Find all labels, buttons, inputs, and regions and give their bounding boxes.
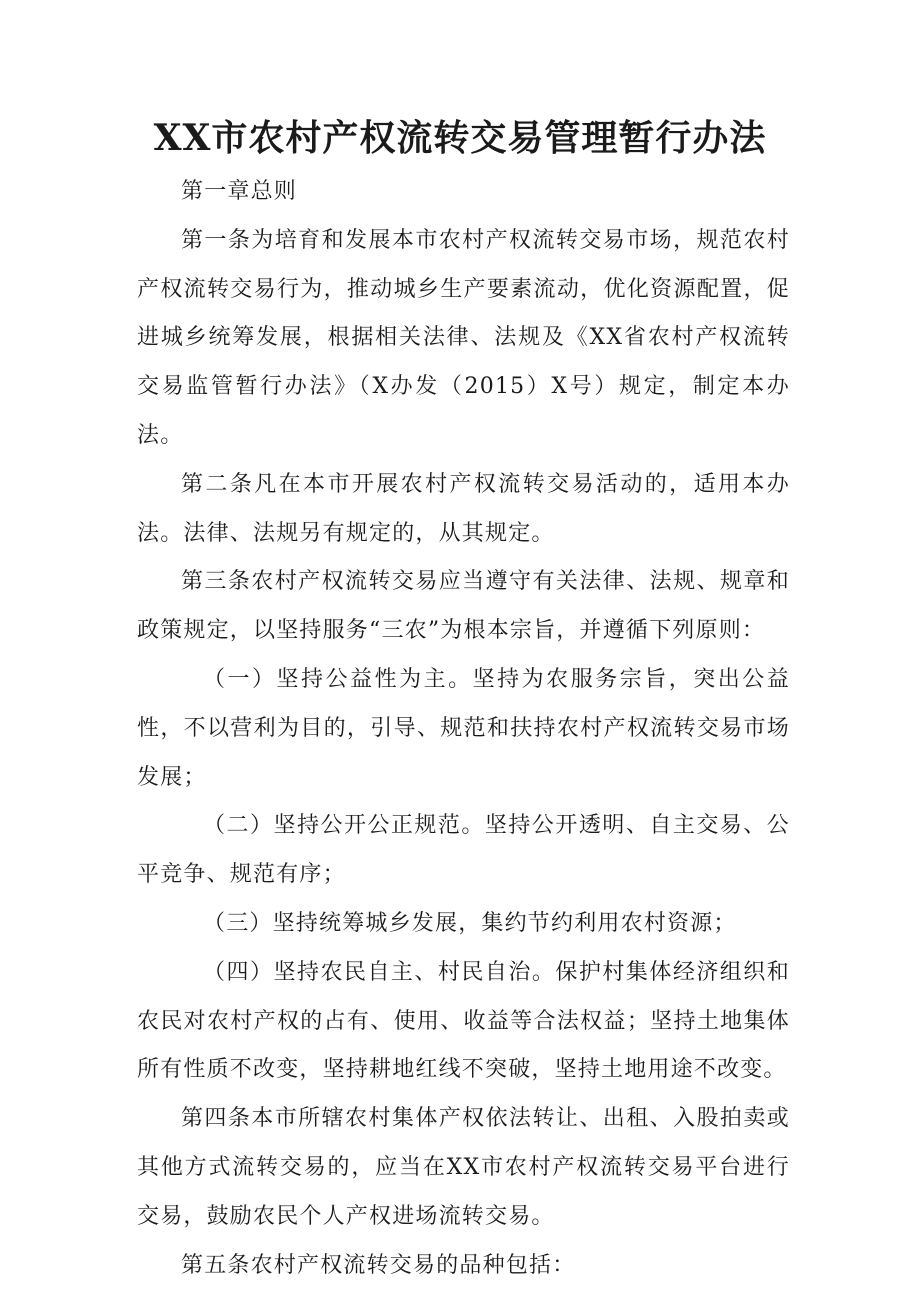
article-4: 第四条本市所辖农村集体产权依法转让、出租、入股拍卖或其他方式流转交易的，应当在XX市农村产权流转交易平台进行交易，鼓励农民个人产权进场流转交易。 xyxy=(137,1106,790,1229)
article-1: 第一条为培育和发展本市农村产权流转交易市场，规范农村产权流转交易行为，推动城乡生产要素流动，优化资源配置，促进城乡统筹发展，根据相关法律、法规及《XX省农村产权流转交易监管暂行办法》（X办发（2015）X号）规定，制定本办法。 xyxy=(137,227,790,448)
principle-2: （二）坚持公开公正规范。坚持公开透明、自主交易、公平竞争、规范有序； xyxy=(137,813,790,888)
article-5: 第五条农村产权流转交易的品种包括： xyxy=(181,1252,576,1278)
article-3: 第三条农村产权流转交易应当遵守有关法律、法规、规章和政策规定，以坚持服务“三农”为根本宗旨，并遵循下列原则： xyxy=(137,569,790,644)
principle-1: （一）坚持公益性为主。坚持为农服务宗旨，突出公益性，不以营利为目的，引导、规范和扶持农村产权流转交易市场发展； xyxy=(137,666,790,790)
principle-4: （四）坚持农民自主、村民自治。保护村集体经济组织和农民对农村产权的占有、使用、收益等合法权益；坚持土地集体所有性质不改变，坚持耕地红线不突破，坚持土地用途不改变。 xyxy=(137,959,790,1083)
document-title: XX市农村产权流转交易管理暂行办法 xyxy=(153,117,767,159)
article-2: 第二条凡在本市开展农村产权流转交易活动的，适用本办法。法律、法规另有规定的，从其规定。 xyxy=(137,471,790,546)
chapter-heading: 第一章总则 xyxy=(181,179,298,204)
principle-3: （三）坚持统筹城乡发展，集约节约利用农村资源； xyxy=(203,910,737,936)
document-body xyxy=(137,168,790,1290)
